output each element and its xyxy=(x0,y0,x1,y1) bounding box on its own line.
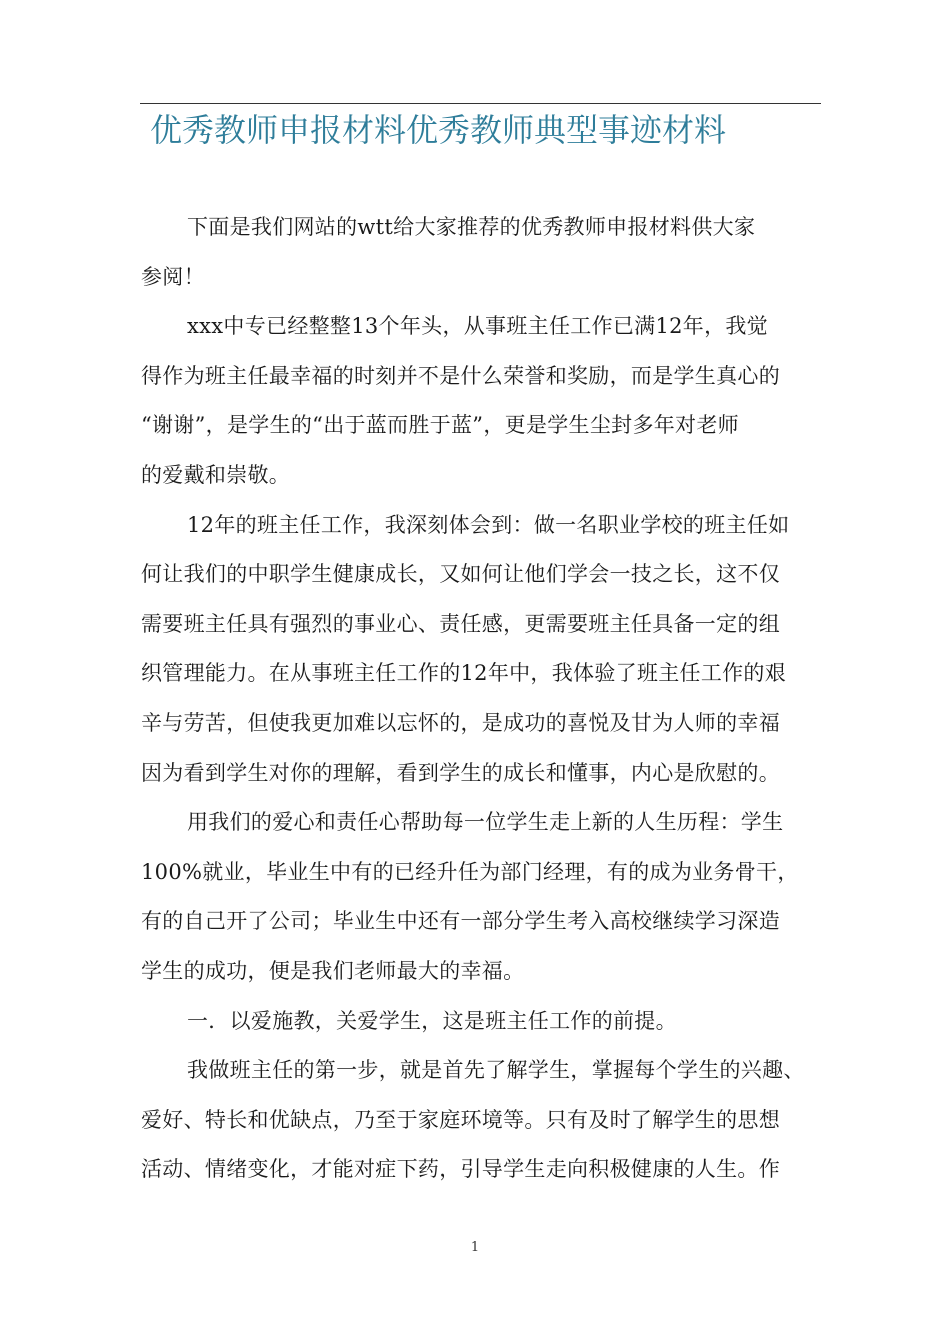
paragraph-line: 需要班主任具有强烈的事业心、责任感，更需要班主任具备一定的组 xyxy=(141,611,780,636)
section-heading: 一．以爱施教，关爱学生，这是班主任工作的前提。 xyxy=(187,1008,677,1033)
paragraph-line: 用我们的爱心和责任心帮助每一位学生走上新的人生历程：学生 xyxy=(187,810,784,835)
paragraph-line: 参阅！ xyxy=(141,264,205,289)
paragraph-line: 因为看到学生对你的理解，看到学生的成长和懂事，内心是欣慰的。 xyxy=(141,760,780,785)
paragraph-line: “谢谢”，是学生的“出于蓝而胜于蓝”，更是学生尘封多年对老师 xyxy=(141,413,739,438)
paragraph-line: 何让我们的中职学生健康成长，又如何让他们学会一技之长，这不仅 xyxy=(141,562,780,587)
paragraph-line: 织管理能力。在从事班主任工作的12年中，我体验了班主任工作的艰 xyxy=(141,661,787,686)
paragraph-line: 下面是我们网站的wtt给大家推荐的优秀教师申报材料供大家 xyxy=(187,215,756,239)
paragraph-line: 的爱戴和崇敬。 xyxy=(141,462,291,487)
paragraph-line: 爱好、特长和优缺点，乃至于家庭环境等。只有及时了解学生的思想 xyxy=(141,1107,780,1132)
paragraph-line: 得作为班主任最幸福的时刻并不是什么荣誉和奖励，而是学生真心的 xyxy=(141,363,780,388)
document-body xyxy=(141,205,831,1197)
paragraph-line: 学生的成功，便是我们老师最大的幸福。 xyxy=(141,958,525,983)
paragraph-line: 100%就业，毕业生中有的已经升任为部门经理，有的成为业务骨干， xyxy=(141,859,799,884)
paragraph-line: 有的自己开了公司；毕业生中还有一部分学生考入高校继续学习深造 xyxy=(141,909,780,934)
paragraph-line: xxx中专已经整整13个年头，从事班主任工作已满12年，我觉 xyxy=(187,314,768,339)
paragraph-line: 活动、情绪变化，才能对症下药，引导学生走向积极健康的人生。作 xyxy=(141,1157,780,1182)
header-rule xyxy=(140,103,821,104)
paragraph-line: 我做班主任的第一步，就是首先了解学生，掌握每个学生的兴趣、 xyxy=(187,1058,805,1083)
paragraph-line: 辛与劳苦，但使我更加难以忘怀的，是成功的喜悦及甘为人师的幸福 xyxy=(141,710,780,735)
page-number: 1 xyxy=(470,1240,480,1255)
document-title: 优秀教师申报材料优秀教师典型事迹材料 xyxy=(150,111,727,149)
paragraph-line: 12年的班主任工作，我深刻体会到：做一名职业学校的班主任如 xyxy=(187,512,790,537)
